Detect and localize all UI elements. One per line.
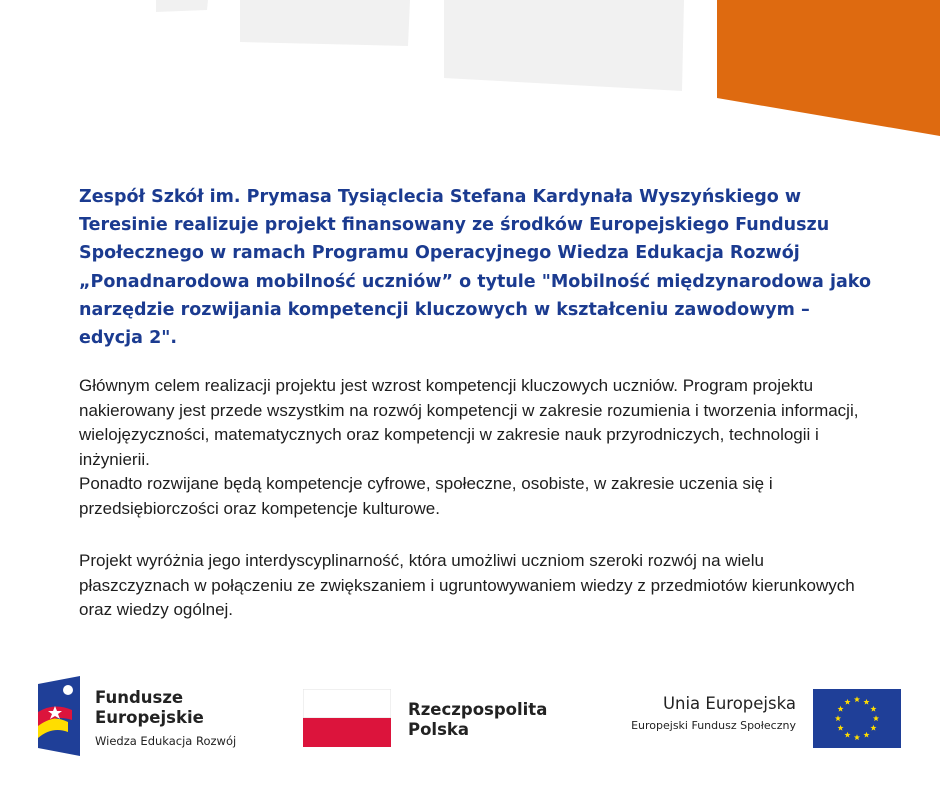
paragraph-goals-main: Głównym celem realizacji projektu jest wzrost kompetencji kluczowych uczniów. Program projektu nakierowany jest przede wszystkim na rozwój kompetencji w zakresie rozumienia i tworzenia informacji, wielojęzyczności, matematycznych oraz kompetencji w zakresie nauk przyrodniczych, technologii i inżynierii. <box>79 376 859 469</box>
fe-line3: Wiedza Edukacja Rozwój <box>95 734 237 748</box>
grey-block-1 <box>156 0 208 12</box>
fundusze-europejskie-text <box>95 688 236 748</box>
project-heading: Zespół Szkół im. Prymasa Tysiąclecia Stefana Kardynała Wyszyńskiego w Teresinie realizuje projekt finansowany ze środków Europejskiego Funduszu Społecznego w ramach Programu Operacyjnego Wiedza Edukacja Rozwój „Ponadnarodowa mobilność uczniów” o tytule "Mobilność międzynarodowa jako narzędzie rozwijania kompetencji kluczowych w kształceniu zawodowym – edycja 2". <box>79 187 871 349</box>
rp-line2: Polska <box>408 720 470 739</box>
decorative-header-shapes <box>0 0 940 140</box>
rzeczpospolita-polska-text <box>408 700 547 740</box>
ue-line1: Unia Europejska <box>662 694 796 713</box>
fundusze-europejskie-icon <box>38 676 80 756</box>
orange-block <box>717 0 940 136</box>
paragraph-goals <box>79 374 879 521</box>
grey-block-2 <box>240 0 410 46</box>
paragraph-interdisciplinary: Projekt wyróżnia jego interdyscyplinarność, która umożliwi uczniom szeroki rozwój na wielu płaszczyznach w połączeniu ze zwiększaniem i ugruntowywaniem wiedzy z przedmiotów kierunkowych oraz wiedzy ogólnej. <box>79 551 855 619</box>
grey-block-3 <box>444 0 684 91</box>
ue-line2: Europejski Fundusz Społeczny <box>631 719 796 732</box>
rp-line1: Rzeczpospolita <box>408 700 548 719</box>
poland-flag-icon <box>303 689 391 747</box>
unia-europejska-text <box>596 694 796 732</box>
paragraph-goals-extra: Ponadto rozwijane będą kompetencje cyfrowe, społeczne, osobiste, w zakresie uczenia się i przedsiębiorczości oraz kompetencje kulturowe. <box>79 474 773 518</box>
eu-flag-icon <box>813 689 901 748</box>
fe-line2: Europejskie <box>95 708 204 727</box>
fe-line1: Fundusze <box>95 688 184 707</box>
